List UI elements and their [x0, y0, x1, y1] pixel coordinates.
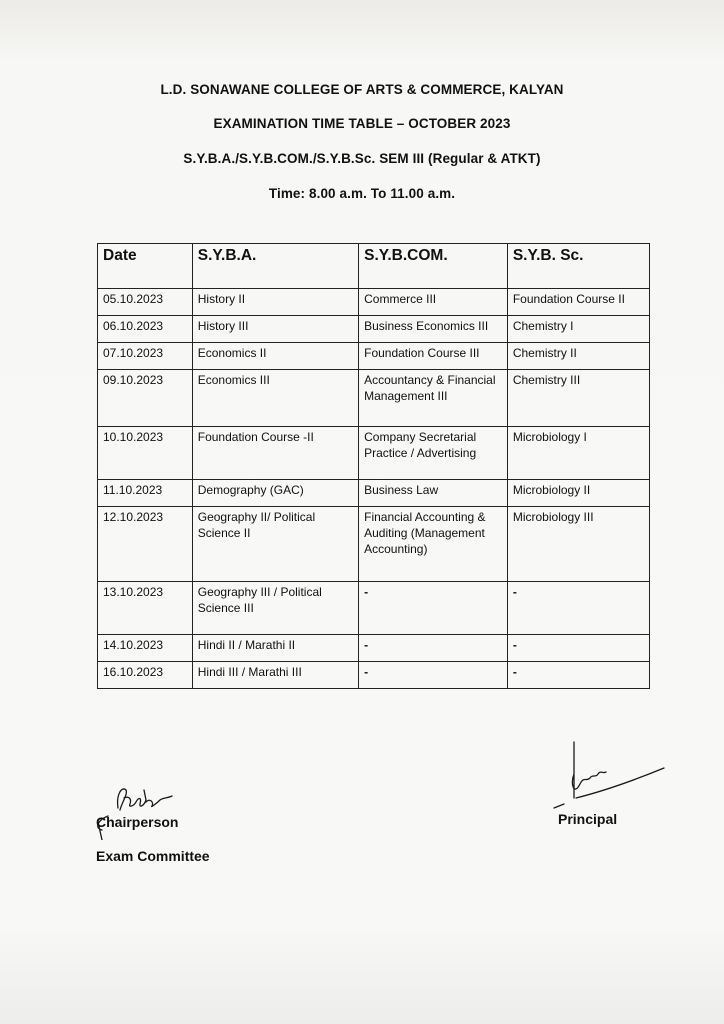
chairperson-label: Chairperson	[96, 814, 179, 830]
syba-cell: Geography II/ Political Science II	[192, 507, 358, 582]
sybsc-cell: Microbiology III	[507, 507, 649, 582]
syba-cell: Hindi III / Marathi III	[192, 662, 358, 689]
date-cell: 07.10.2023	[98, 343, 193, 370]
column-header-syba: S.Y.B.A.	[192, 244, 358, 289]
column-header-sybsc: S.Y.B. Sc.	[507, 244, 649, 289]
table-row	[98, 662, 650, 689]
date-cell: 14.10.2023	[98, 635, 193, 662]
exam-time: Time: 8.00 a.m. To 11.00 a.m.	[268, 186, 456, 201]
sybcom-cell: -	[359, 635, 508, 662]
table-row	[98, 370, 650, 427]
principal-signature	[540, 738, 670, 820]
sybcom-cell: Foundation Course III	[359, 343, 508, 370]
syba-cell: Geography III / Political Science III	[192, 582, 358, 635]
sybsc-cell: Chemistry III	[507, 370, 649, 427]
syba-cell: Economics III	[192, 370, 358, 427]
table-row	[98, 582, 650, 635]
sybsc-cell: -	[507, 635, 649, 662]
syba-cell: Demography (GAC)	[192, 480, 358, 507]
date-cell: 09.10.2023	[98, 370, 193, 427]
table-row	[98, 507, 650, 582]
sybcom-cell: Business Law	[359, 480, 508, 507]
sybsc-cell: -	[507, 582, 649, 635]
date-cell: 06.10.2023	[98, 316, 193, 343]
table-row	[98, 316, 650, 343]
table-row	[98, 635, 650, 662]
sybcom-cell: Accountancy & Financial Management III	[359, 370, 508, 427]
sybsc-cell: Foundation Course II	[507, 289, 649, 316]
column-header-sybcom: S.Y.B.COM.	[359, 244, 508, 289]
sybcom-cell: Company Secretarial Practice / Advertising	[359, 427, 508, 480]
sybsc-cell: -	[507, 662, 649, 689]
sybsc-cell: Chemistry II	[507, 343, 649, 370]
sybcom-cell: -	[359, 582, 508, 635]
sybsc-cell: Microbiology II	[507, 480, 649, 507]
date-cell: 12.10.2023	[98, 507, 193, 582]
class-line: S.Y.B.A./S.Y.B.COM./S.Y.B.Sc. SEM III (Regular & ATKT)	[183, 151, 541, 166]
syba-cell: Hindi II / Marathi II	[192, 635, 358, 662]
principal-label: Principal	[558, 811, 618, 827]
date-cell: 13.10.2023	[98, 582, 193, 635]
document-title: EXAMINATION TIME TABLE – OCTOBER 2023	[213, 116, 511, 131]
table-row	[98, 289, 650, 316]
sybcom-cell: Commerce III	[359, 289, 508, 316]
sybcom-cell: Business Economics III	[359, 316, 508, 343]
date-cell: 16.10.2023	[98, 662, 193, 689]
exam-committee-label: Exam Committee	[96, 848, 210, 864]
syba-cell: Foundation Course -II	[192, 427, 358, 480]
syba-cell: History III	[192, 316, 358, 343]
syba-cell: Economics II	[192, 343, 358, 370]
chairperson-signature	[88, 780, 198, 840]
syba-cell: History II	[192, 289, 358, 316]
table-row	[98, 480, 650, 507]
sybcom-cell: -	[359, 662, 508, 689]
sybcom-cell: Financial Accounting & Auditing (Management Accounting)	[359, 507, 508, 582]
college-name: L.D. SONAWANE COLLEGE OF ARTS & COMMERCE, KALYAN	[160, 82, 564, 97]
date-cell: 05.10.2023	[98, 289, 193, 316]
sybsc-cell: Chemistry I	[507, 316, 649, 343]
column-header-date: Date	[98, 244, 193, 289]
date-cell: 10.10.2023	[98, 427, 193, 480]
timetable	[97, 243, 650, 689]
table-row	[98, 343, 650, 370]
table-header-row	[98, 244, 650, 289]
table-row	[98, 427, 650, 480]
sybsc-cell: Microbiology I	[507, 427, 649, 480]
date-cell: 11.10.2023	[98, 480, 193, 507]
